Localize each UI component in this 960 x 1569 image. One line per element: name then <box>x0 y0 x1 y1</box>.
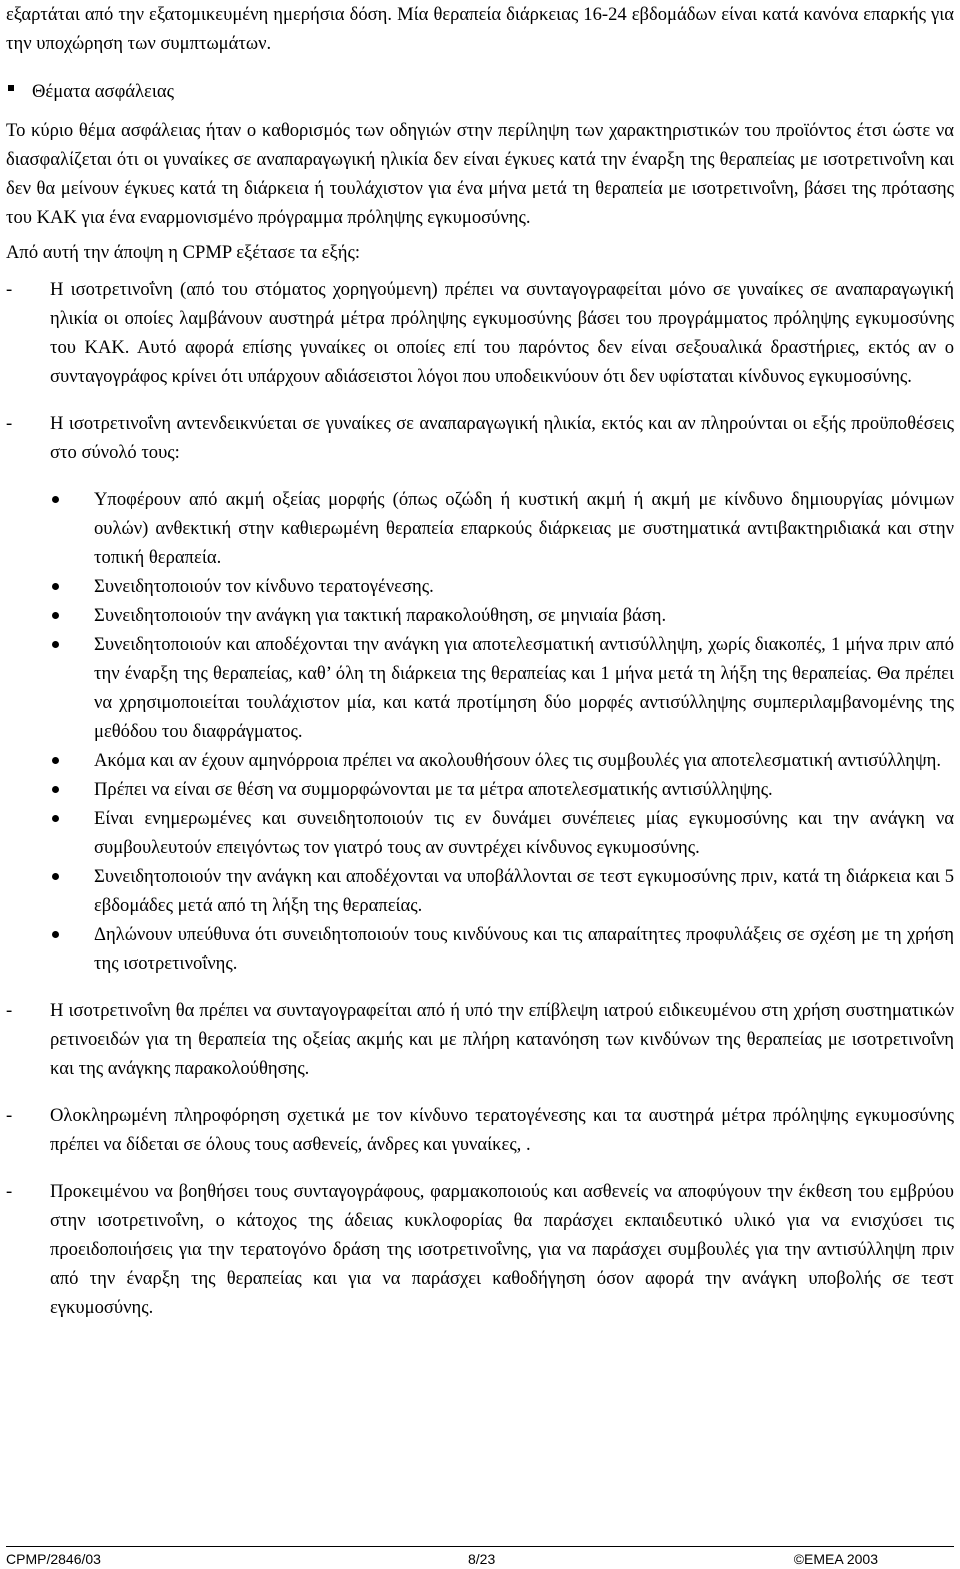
list-item <box>50 920 954 978</box>
dash-item-text: Ολοκληρωμένη πληροφόρηση σχετικά με τον κίνδυνο τερατογένεσης και τα αυστηρά μέτρα πρόληψης εγκυμοσύνης πρέπει να δίδεται σε όλους τους ασθενείς, άνδρες και γυναίκες, . <box>50 1105 954 1155</box>
conditions-list <box>50 485 954 978</box>
bullet-dot-icon <box>52 931 59 938</box>
section-heading-row <box>6 77 954 106</box>
paragraph-cpmp: Από αυτή την άποψη η CPMP εξέτασε τα εξής: <box>6 242 360 263</box>
bullet-dot-icon <box>52 757 59 764</box>
dash-mark: - <box>6 1000 13 1021</box>
list-item <box>50 601 954 630</box>
dash-item-1 <box>6 275 954 391</box>
intro-paragraph: εξαρτάται από την εξατομικευμένη ημερήσια δόση. Μία θεραπεία διάρκειας 16-24 εβδομάδων είναι κατά κανόνα επαρκής για την υποχώρηση των συμπτωμάτων. <box>6 4 954 54</box>
dash-item-5 <box>6 1177 954 1322</box>
dash-mark: - <box>6 1105 13 1126</box>
list-item <box>50 630 954 746</box>
list-item-text: Ακόμα και αν έχουν αμηνόρροια πρέπει να ακολουθήσουν όλες τις συμβουλές για αποτελεσματική αντισύλληψη. <box>94 750 942 771</box>
dash-mark: - <box>6 279 13 300</box>
list-item-text: Είναι ενημερωμένες και συνειδητοποιούν τις εν δυνάμει συνέπειες μίας εγκυμοσύνης και την ανάγκη να συμβουλευτούν επειγόντως τον γιατρό τους αν συντρέχει κίνδυνος εγκυμοσύνης. <box>94 808 954 858</box>
bullet-dot-icon <box>52 815 59 822</box>
list-item <box>50 804 954 862</box>
dash-mark: - <box>6 413 13 434</box>
footer-page-number: 8/23 <box>468 1551 496 1567</box>
bullet-dot-icon <box>52 786 59 793</box>
dash-item-text: Η ισοτρετινοΐνη θα πρέπει να συνταγογραφείται από ή υπό την επίβλεψη ιατρού ειδικευμένου στη χρήση συστηματικών ρετινοειδών για τη θεραπεία της οξείας ακμής και με πλήρη κατανόηση των κινδύνων της θεραπείας με ισοτρετινοΐνη και της ανάγκης παρακολούθησης. <box>50 1000 954 1079</box>
list-item <box>50 485 954 572</box>
footer-copyright: ©EMEA 2003 <box>793 1551 878 1567</box>
dash-item-text: Η ισοτρετινοΐνη (από του στόματος χορηγούμενη) πρέπει να συνταγογραφείται μόνο σε γυναίκες σε αναπαραγωγική ηλικία οι οποίες λαμβάνουν αυστηρά μέτρα πρόληψης εγκυμοσύνης βάσει του προγράμματος πρόληψης εγκυμοσύνης του ΚΑΚ. Αυτό αφορά επίσης γυναίκες οι οποίες επί του παρόντος δεν είναι σεξουαλικά δραστήριες, εκτός αν ο συνταγογράφος κρίνει ότι υπάρχουν αδιάσειστοι λόγοι που υποδεικνύουν ότι δεν υφίσταται κίνδυνος εγκυμοσύνης. <box>50 279 954 387</box>
bullet-dot-icon <box>52 583 59 590</box>
dash-item-text: Η ισοτρετινοΐνη αντενδεικνύεται σε γυναίκες σε αναπαραγωγική ηλικία, εκτός και αν πληρούνται οι εξής προϋποθέσεις στο σύνολό τους: <box>50 413 954 463</box>
list-item-text: Συνειδητοποιούν την ανάγκη και αποδέχονται να υποβάλλονται σε τεστ εγκυμοσύνης πριν, κατά τη διάρκεια και 5 εβδομάδες μετά από τη λήξη της θεραπείας. <box>94 866 954 916</box>
dash-item-4 <box>6 1101 954 1159</box>
list-item-text: Πρέπει να είναι σε θέση να συμμορφώνονται με τα μέτρα αποτελεσματικής αντισύλληψης. <box>94 779 773 800</box>
dash-item-3 <box>6 996 954 1083</box>
list-item <box>50 862 954 920</box>
list-item-text: Δηλώνουν υπεύθυνα ότι συνειδητοποιούν τους κινδύνους και τις απαραίτητες προφυλάξεις σε σχέση με τη χρήση της ισοτρετινοΐνης. <box>94 924 954 974</box>
document-page <box>6 0 954 1322</box>
bullet-dot-icon <box>52 496 59 503</box>
footer-doc-ref: CPMP/2846/03 <box>6 1551 101 1567</box>
dash-item-2 <box>6 409 954 467</box>
list-item-text: Συνειδητοποιούν τον κίνδυνο τερατογένεσης. <box>94 576 434 597</box>
page-footer <box>6 1546 954 1569</box>
list-item-text: Συνειδητοποιούν την ανάγκη για τακτική παρακολούθηση, σε μηνιαία βάση. <box>94 605 667 626</box>
section-heading: Θέματα ασφάλειας <box>32 81 174 102</box>
list-item <box>50 775 954 804</box>
list-item-text: Υποφέρουν από ακμή οξείας μορφής (όπως οζώδη ή κυστική ακμή ή ακμή με κίνδυνο δημιουργίας μόνιμων ουλών) ανθεκτική στην καθιερωμένη θεραπεία επαρκούς διάρκειας με συστηματικά αντιβακτηριδιακά και στην τοπική θεραπεία. <box>94 489 954 568</box>
bullet-dot-icon <box>52 641 59 648</box>
paragraph-safety: Το κύριο θέμα ασφάλειας ήταν ο καθορισμός των οδηγιών στην περίληψη των χαρακτηριστικών του προϊόντος έτσι ώστε να διασφαλίζεται ότι οι γυναίκες σε αναπαραγωγική ηλικία δεν είναι έγκυες κατά την έναρξη της θεραπείας με ισοτρετινοΐνη και δεν θα μείνουν έγκυες κατά τη διάρκεια ή τουλάχιστον για ένα μήνα μετά τη θεραπεία με ισοτρετινοΐνη, βάσει της πρότασης του ΚΑΚ για ένα εναρμονισμένο πρόγραμμα πρόληψης εγκυμοσύνης. <box>6 120 954 228</box>
bullet-dot-icon <box>52 873 59 880</box>
bullet-dot-icon <box>52 612 59 619</box>
dash-item-text: Προκειμένου να βοηθήσει τους συνταγογράφους, φαρμακοποιούς και ασθενείς να αποφύγουν την έκθεση του εμβρύου στην ισοτρετινοΐνη, ο κάτοχος της άδειας κυκλοφορίας θα παράσχει εκπαιδευτικό υλικό για να ενισχύσει τις προειδοποιήσεις για την τερατογόνο δράση της ισοτρετινοΐνης, για να παράσχει συμβουλές για την αντισύλληψη πριν από την έναρξη της θεραπείας και για να παράσχει καθοδήγηση όσον αφορά την ανάγκη υποβολής σε τεστ εγκυμοσύνης. <box>50 1181 954 1318</box>
list-item <box>50 572 954 601</box>
dash-mark: - <box>6 1181 13 1202</box>
list-item-text: Συνειδητοποιούν και αποδέχονται την ανάγκη για αποτελεσματική αντισύλληψη, χωρίς διακοπές, 1 μήνα πριν από την έναρξη της θεραπείας, καθ’ όλη τη διάρκεια της θεραπείας και 1 μήνα μετά τη λήξη της θεραπείας. Θα πρέπει να χρησιμοποιείται τουλάχιστον μία, και κατά προτίμηση δύο μορφές αντισύλληψης συμπεριλαμβανομένης της μεθόδου του διαφράγματος. <box>94 634 954 742</box>
list-item <box>50 746 954 775</box>
square-bullet-icon <box>8 85 14 91</box>
